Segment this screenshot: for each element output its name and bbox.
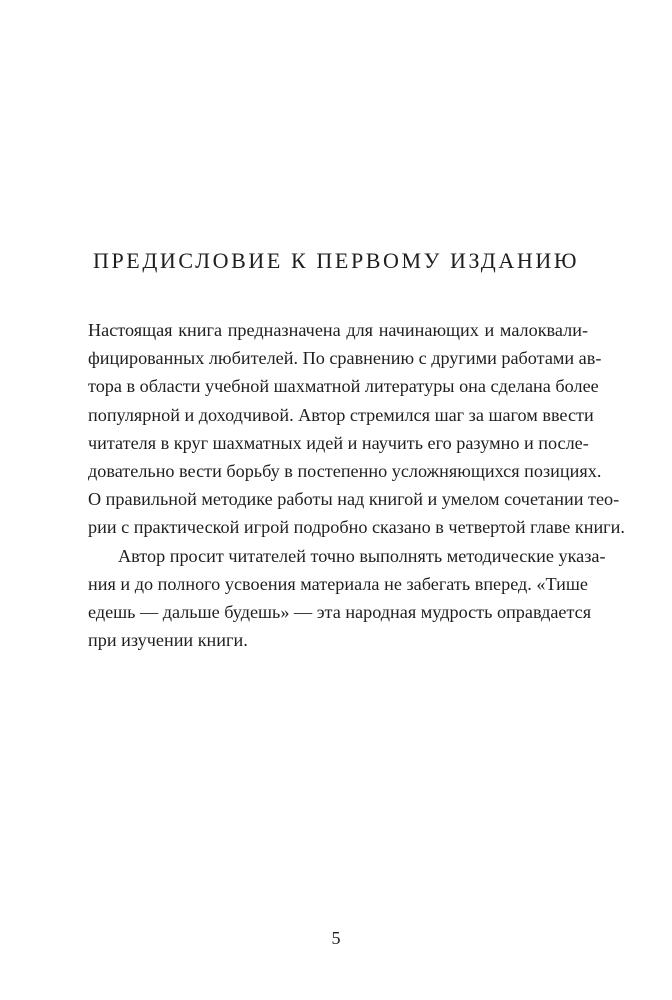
page-number: 5 [331, 928, 341, 948]
paragraph-line: фицированных любителей. По сравнению с другими работами ав- [88, 348, 602, 369]
paragraph-line: рии с практической игрой подробно сказано в четвертой главе книги. [88, 517, 625, 538]
paragraph-1 [88, 316, 625, 542]
paragraph-line: тора в области учебной шахматной литературы она сделана более [88, 376, 599, 397]
paragraph-line: при изучении книги. [88, 630, 248, 651]
chapter-heading: ПРЕДИСЛОВИЕ К ПЕРВОМУ ИЗДАНИЮ [92, 248, 580, 273]
paragraph-line: Автор просит читателей точно выполнять методические указа- [118, 545, 606, 566]
paragraph-line: читателя в круг шахматных идей и научить его разумно и после- [88, 432, 589, 453]
paragraph-line: популярной и доходчивой. Автор стремился шаг за шагом ввести [88, 404, 594, 425]
paragraph-line: едешь — дальше будешь» — эта народная мудрость оправдается [88, 601, 592, 622]
body-text [88, 316, 625, 654]
paragraph-line: довательно вести борьбу в постепенно усложняющихся позициях. [88, 460, 602, 481]
paragraph-line: ния и до полного усвоения материала не забегать вперед. «Тише [88, 573, 588, 594]
paragraph-line: Настоящая книга предназначена для начинающих и малоквали- [88, 320, 588, 340]
paragraph-2 [88, 542, 606, 655]
paragraph-line: О правильной методике работы над книгой и умелом сочетании тео- [88, 489, 620, 510]
